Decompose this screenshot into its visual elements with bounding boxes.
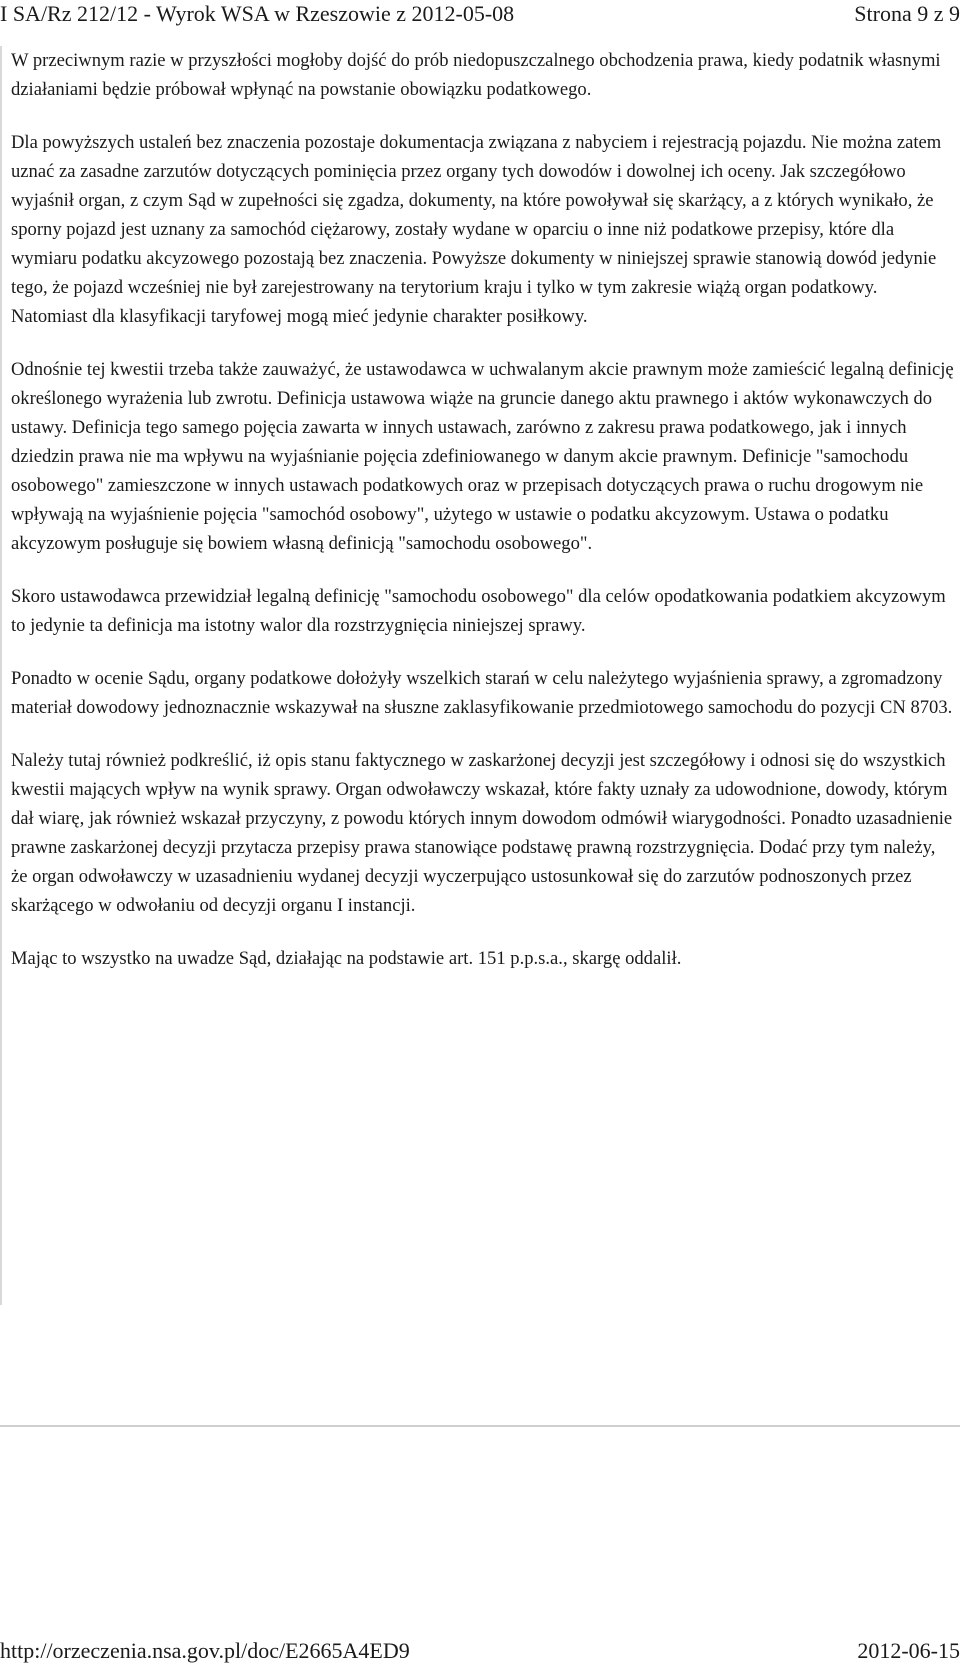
paragraph: Należy tutaj również podkreślić, iż opis stanu faktycznego w zaskarżonej decyzji jest szczegółowy i odnosi się do wszystkich kwestii mających wpływ na wynik sprawy. Organ odwoławczy wskazał, które fakty uznały za udowodnione, dowody, którym dał wiarę, jak również wskazał przyczyny, z powodu których innym dowodom odmówił wiarygodności. Ponadto uzasadnienie prawne zaskarżonej decyzji przytacza przepisy prawa stanowiące podstawę prawną rozstrzygnięcia. Dodać przy tym należy, że organ odwoławczy w uzasadnieniu wydanej decyzji wyczerpująco ustosunkował się do zarzutów podnoszonych przez skarżącego w odwołaniu od decyzji organu I instancji.	[11, 750, 953, 916]
paragraph: Dla powyższych ustaleń bez znaczenia pozostaje dokumentacja związana z nabyciem i rejestracją pojazdu. Nie można zatem uznać za zasadne zarzutów dotyczących pominięcia przez organy tych dowodów i dowolnej ich oceny. Jak szczegółowo wyjaśnił organ, z czym Sąd w zupełności się zgadza, dokumenty, na które powoływał się skarżący, a z których wynikało, że sporny pojazd jest uznany za samochód ciężarowy, zostały wydane w oparciu o inne niż podatkowe przepisy, które dla wymiaru podatku akcyzowego pozostają bez znaczenia. Powyższe dokumenty w niniejszej sprawie stanowią dowód jedynie tego, że pojazd wcześniej nie był zarejestrowany na terytorium kraju i tylko w tym zakresie wiążą organ podatkowy. Natomiast dla klasyfikacji taryfowej mogą mieć jedynie charakter posiłkowy.	[11, 132, 942, 327]
source-url[interactable]: http://orzeczenia.nsa.gov.pl/doc/E2665A4ED9	[0, 1638, 410, 1663]
paragraph: Mając to wszystko na uwadze Sąd, działając na podstawie art. 151 p.p.s.a., skargę oddalił.	[11, 948, 682, 969]
paragraph: W przeciwnym razie w przyszłości mogłoby dojść do prób niedopuszczalnego obchodzenia prawa, kiedy podatnik własnymi działaniami będzie próbował wpłynąć na powstanie obowiązku podatkowego.	[11, 50, 941, 100]
page-header	[0, 0, 960, 30]
document-title: I SA/Rz 212/12 - Wyrok WSA w Rzeszowie z 2012-05-08	[0, 1, 515, 26]
paragraph: Odnośnie tej kwestii trzeba także zauważyć, że ustawodawca w uchwalanym akcie prawnym może zamieścić legalną definicję określonego wyrażenia lub zwrotu. Definicja ustawowa wiąże na gruncie danego aktu prawnego i aktów wykonawczych do ustawy. Definicja tego samego pojęcia zawarta w innych ustawach, zarówno z zakresu prawa podatkowego, jak i innych dziedzin prawa nie ma wpływu na wyjaśnianie pojęcia zdefiniowanego w danym akcie prawnym. Definicje "samochodu osobowego" zamieszczone w innych ustawach podatkowych oraz w przepisach dotyczących prawa o ruchu drogowym nie wpływają na wyjaśnienie pojęcia "samochód osobowy", użytego w ustawie o podatku akcyzowym. Ustawa o podatku akcyzowym posługuje się bowiem własną definicją "samochodu osobowego".	[11, 359, 954, 554]
page-number: Strona 9 z 9	[854, 1, 960, 26]
paragraph: Skoro ustawodawca przewidział legalną definicję "samochodu osobowego" dla celów opodatkowania podatkiem akcyzowym to jedynie ta definicja ma istotny walor dla rozstrzygnięcia niniejszej sprawy.	[11, 586, 946, 636]
print-date: 2012-06-15	[857, 1638, 960, 1663]
document-body	[0, 46, 960, 1305]
divider	[0, 1425, 960, 1427]
paragraph: Ponadto w ocenie Sądu, organy podatkowe dołożyły wszelkich starań w celu należytego wyjaśnienia sprawy, a zgromadzony materiał dowodowy jednoznacznie wskazywał na słuszne zaklasyfikowanie przedmiotowego samochodu do pozycji CN 8703.	[11, 668, 953, 718]
page-footer	[0, 1637, 960, 1667]
